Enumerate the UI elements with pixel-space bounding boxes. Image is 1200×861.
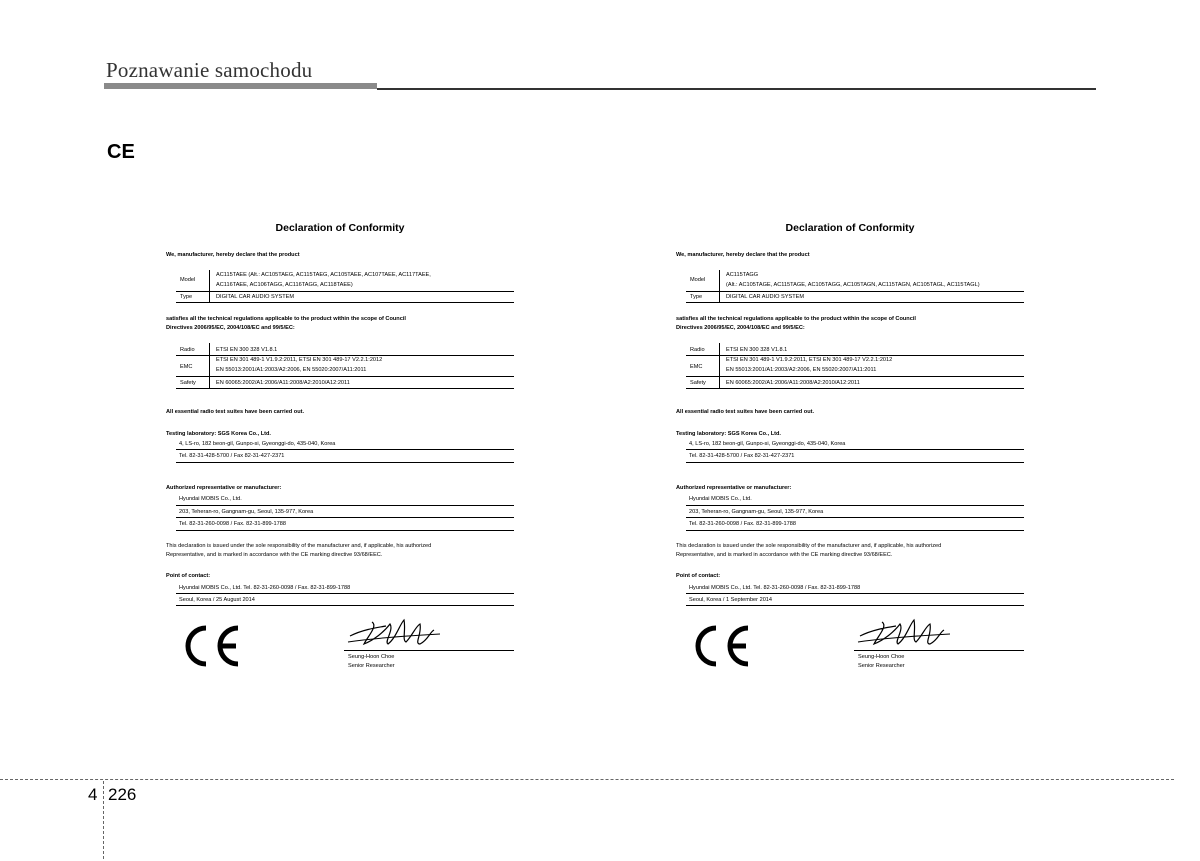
satisfies-line-1: satisfies all the technical regulations applicable to the product within the scope of Council xyxy=(676,316,916,322)
table-column-separator xyxy=(209,270,210,302)
rep-name: Hyundai MOBIS Co., Ltd. xyxy=(179,496,242,502)
signer-title: Senior Researcher xyxy=(348,663,395,669)
chapter-number: 4 xyxy=(88,785,98,804)
lab-address: 4, LS-ro, 182 beon-gil, Gunpo-si, Gyeonggi-do, 435-040, Korea xyxy=(179,441,336,447)
table-rule xyxy=(176,517,514,518)
tests-note: All essential radio test suites have been carried out. xyxy=(166,409,305,415)
emc-line-1: ETSI EN 301 489-1 V1.9.2:2011, ETSI EN 301 489-17 V2.2.1:2012 xyxy=(216,357,383,363)
rep-tel: Tel. 82-31-260-0098 / Fax. 82-31-899-1788 xyxy=(689,521,796,527)
signature-icon xyxy=(344,614,464,654)
table-rule xyxy=(686,376,1024,377)
lab-tel: Tel. 82-31-428-5700 / Fax 82-31-427-2371 xyxy=(689,453,795,459)
safety-value: EN 60065:2002/A1:2006/A11:2008/A2:2010/A12:2011 xyxy=(726,380,860,386)
emc-label: EMC xyxy=(690,364,703,370)
model-line-1: AC115TAGG xyxy=(726,272,759,278)
lab-heading: Testing laboratory: SGS Korea Co., Ltd. xyxy=(166,431,271,437)
signature-line xyxy=(854,650,1024,651)
table-column-separator xyxy=(209,343,210,388)
safety-value: EN 60065:2002/A1:2006/A11:2008/A2:2010/A12:2011 xyxy=(216,380,350,386)
model-line-2: (Alt.: AC105TAGE, AC115TAGE, AC105TAGG, AC105TAGN, AC115TAGN, AC105TAGL, AC115TAGL) xyxy=(726,282,980,288)
model-label: Model xyxy=(690,277,706,283)
declaration-line-1: This declaration is issued under the sole responsibility of the manufacturer and, if applicable, his authorized xyxy=(166,543,432,549)
safety-label: Safety xyxy=(180,380,196,386)
ce-mark-icon xyxy=(686,622,754,670)
table-rule xyxy=(176,388,514,389)
table-rule xyxy=(686,505,1024,506)
declaration-line-1: This declaration is issued under the sole responsibility of the manufacturer and, if applicable, his authorized xyxy=(676,543,942,549)
place-date: Seoul, Korea / 25 August 2014 xyxy=(179,597,255,603)
contact-heading: Point of contact: xyxy=(676,573,721,579)
rep-address: 203, Teheran-ro, Gangnam-gu, Seoul, 135-977, Korea xyxy=(689,509,824,515)
declaration-document-right xyxy=(674,222,1026,682)
table-rule xyxy=(686,530,1024,531)
type-value: DIGITAL CAR AUDIO SYSTEM xyxy=(726,294,805,300)
satisfies-line-2: Directives 2006/95/EC, 2004/108/EC and 99/5/EC: xyxy=(166,325,295,331)
ce-mark-icon xyxy=(176,622,244,670)
signature-line xyxy=(344,650,514,651)
table-rule xyxy=(686,593,1024,594)
emc-label: EMC xyxy=(180,364,193,370)
page-number: 226 xyxy=(108,785,137,804)
rep-heading: Authorized representative or manufacturer: xyxy=(166,485,282,491)
model-line-1: AC115TAEE (Alt.: AC105TAEG, AC115TAEG, AC105TAEE, AC107TAEE, AC117TAEE, xyxy=(216,272,431,278)
table-rule xyxy=(176,605,514,606)
radio-label: Radio xyxy=(690,347,705,353)
document-title: Declaration of Conformity xyxy=(785,222,915,234)
footer-dashed-rule xyxy=(0,779,1174,780)
radio-value: ETSI EN 300 328 V1.8.1 xyxy=(216,347,278,353)
lab-tel: Tel. 82-31-428-5700 / Fax 82-31-427-2371 xyxy=(179,453,285,459)
table-column-separator xyxy=(719,343,720,388)
table-rule xyxy=(686,302,1024,303)
emc-line-2: EN 55013:2001/A1:2003/A2:2006, EN 55020:2007/A11:2011 xyxy=(216,367,367,373)
emc-line-1: ETSI EN 301 489-1 V1.9.2:2011, ETSI EN 301 489-17 V2.2.1:2012 xyxy=(726,357,893,363)
model-line-2: AC116TAEE, AC106TAGG, AC116TAGG, AC118TAEE) xyxy=(216,282,353,288)
section-title: CE xyxy=(107,141,135,163)
table-column-separator xyxy=(719,270,720,302)
type-label: Type xyxy=(180,294,193,300)
model-label: Model xyxy=(180,277,196,283)
rep-address: 203, Teheran-ro, Gangnam-gu, Seoul, 135-977, Korea xyxy=(179,509,314,515)
table-rule xyxy=(686,605,1024,606)
signer-title: Senior Researcher xyxy=(858,663,905,669)
footer-dashed-separator xyxy=(103,781,104,859)
lab-heading: Testing laboratory: SGS Korea Co., Ltd. xyxy=(676,431,781,437)
table-rule xyxy=(176,302,514,303)
rep-tel: Tel. 82-31-260-0098 / Fax. 82-31-899-1788 xyxy=(179,521,286,527)
declaration-line-2: Representative, and is marked in accordance with the CE marking directive 93/68/EEC. xyxy=(676,552,893,558)
type-value: DIGITAL CAR AUDIO SYSTEM xyxy=(216,294,295,300)
safety-label: Safety xyxy=(690,380,706,386)
declaration-line-2: Representative, and is marked in accordance with the CE marking directive 93/68/EEC. xyxy=(166,552,383,558)
table-rule xyxy=(686,388,1024,389)
tests-note: All essential radio test suites have been carried out. xyxy=(676,409,815,415)
table-rule xyxy=(176,505,514,506)
page-header-title: Poznawanie samochodu xyxy=(106,58,313,82)
type-label: Type xyxy=(690,294,703,300)
table-rule xyxy=(176,462,514,463)
radio-value: ETSI EN 300 328 V1.8.1 xyxy=(726,347,788,353)
contact-line: Hyundai MOBIS Co., Ltd. Tel. 82-31-260-0098 / Fax. 82-31-899-1788 xyxy=(179,585,351,591)
table-rule xyxy=(686,462,1024,463)
satisfies-line-2: Directives 2006/95/EC, 2004/108/EC and 99/5/EC: xyxy=(676,325,805,331)
satisfies-line-1: satisfies all the technical regulations applicable to the product within the scope of Council xyxy=(166,316,406,322)
signer-name: Seung-Hoon Choe xyxy=(858,654,905,660)
table-rule xyxy=(176,449,514,450)
header-accent-bar xyxy=(104,83,377,89)
lab-address: 4, LS-ro, 182 beon-gil, Gunpo-si, Gyeonggi-do, 435-040, Korea xyxy=(689,441,846,447)
intro-text: We, manufacturer, hereby declare that the product xyxy=(676,252,810,258)
emc-line-2: EN 55013:2001/A1:2003/A2:2006, EN 55020:2007/A11:2011 xyxy=(726,367,877,373)
radio-label: Radio xyxy=(180,347,195,353)
contact-line: Hyundai MOBIS Co., Ltd. Tel. 82-31-260-0098 / Fax. 82-31-899-1788 xyxy=(689,585,861,591)
declaration-document-left xyxy=(164,222,516,682)
place-date: Seoul, Korea / 1 September 2014 xyxy=(689,597,773,603)
intro-text: We, manufacturer, hereby declare that the product xyxy=(166,252,300,258)
table-rule xyxy=(176,376,514,377)
header-rule xyxy=(377,88,1096,90)
document-title: Declaration of Conformity xyxy=(275,222,405,234)
rep-heading: Authorized representative or manufacturer: xyxy=(676,485,792,491)
signer-name: Seung-Hoon Choe xyxy=(348,654,395,660)
table-rule xyxy=(686,517,1024,518)
rep-name: Hyundai MOBIS Co., Ltd. xyxy=(689,496,752,502)
table-rule xyxy=(176,291,514,292)
table-rule xyxy=(176,593,514,594)
contact-heading: Point of contact: xyxy=(166,573,211,579)
signature-icon xyxy=(854,614,974,654)
table-rule xyxy=(176,530,514,531)
table-rule xyxy=(686,291,1024,292)
table-rule xyxy=(686,449,1024,450)
